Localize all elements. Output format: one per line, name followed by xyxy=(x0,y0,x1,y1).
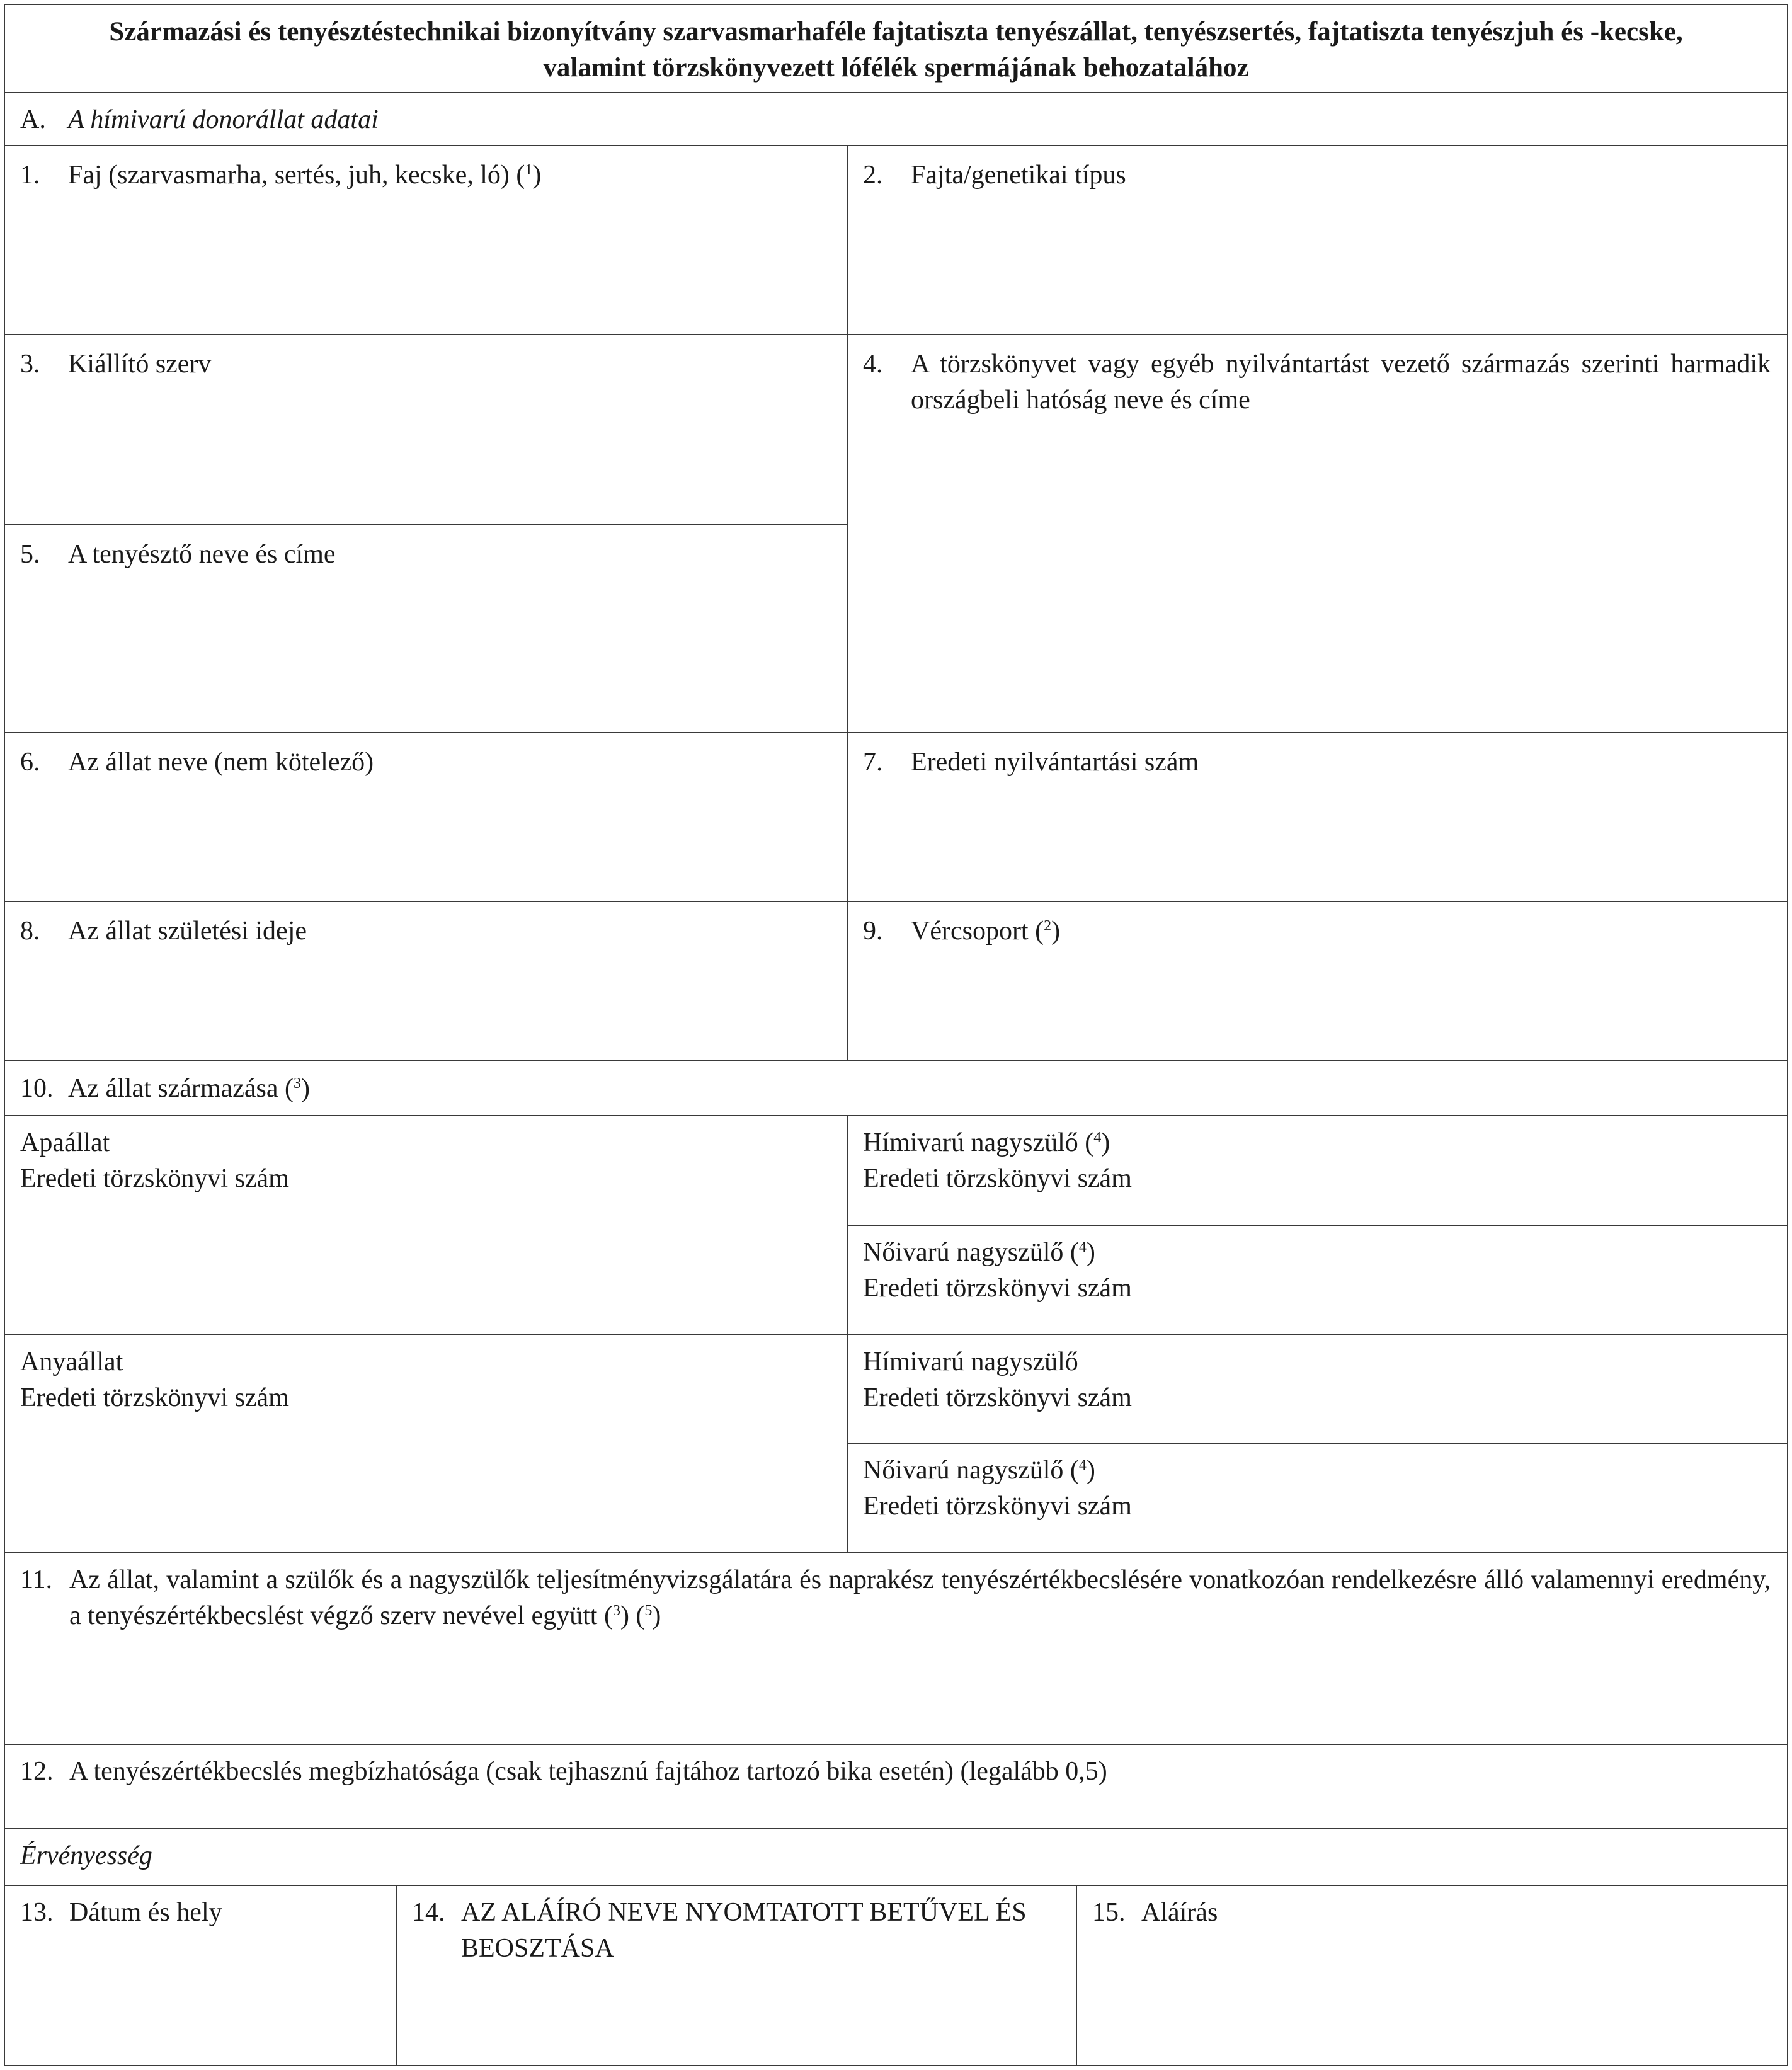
field-species-label: Faj (szarvasmarha, sertés, juh, kecske, ló) ($^1$) xyxy=(68,161,542,190)
pedigree-sire-sub: Eredeti törzskönyvi szám xyxy=(20,1164,289,1193)
pedigree-grandparent-2-label: Nőivarú nagyszülő ($^4$) xyxy=(863,1238,1095,1267)
field-animal-name[interactable] xyxy=(4,732,848,902)
field-performance-label: Az állat, valamint a szülők és a nagyszülők teljesítményvizsgálatára és naprakész tenyészértékbecslésére vonatkozóan rendelkezésre álló valamennyi eredmény, a tenyészértékbecslést végző szerv nevével együtt ($^3$) ($^5$) xyxy=(69,1565,1771,1630)
field-authority[interactable] xyxy=(847,334,1788,733)
field-issuing-body[interactable] xyxy=(4,334,848,525)
field-registration-number-number: 7. xyxy=(863,748,883,777)
field-birth-date[interactable] xyxy=(4,901,848,1061)
footnote-ref: 4 xyxy=(1078,1239,1087,1255)
pedigree-grandparent-4-label: Nőivarú nagyszülő ($^4$) xyxy=(863,1456,1095,1485)
field-signatory-name-number: 14. xyxy=(412,1898,445,1927)
pedigree-grandparent-2-sub: Eredeti törzskönyvi szám xyxy=(863,1274,1132,1303)
field-performance-number: 11. xyxy=(20,1565,52,1594)
footnote-ref: 4 xyxy=(1078,1457,1087,1473)
field-blood-group-label: Vércsoport ($^2$) xyxy=(911,917,1061,946)
footnote-ref: 2 xyxy=(1044,918,1052,934)
field-registration-number-label: Eredeti nyilvántartási szám xyxy=(911,748,1199,777)
footnote-ref: 3 xyxy=(293,1075,301,1092)
field-animal-name-number: 6. xyxy=(20,748,40,777)
footnote-ref: 5 xyxy=(644,1603,653,1619)
form-title xyxy=(4,4,1788,93)
validity-label: Érvényesség xyxy=(20,1841,152,1870)
field-issuing-body-number: 3. xyxy=(20,350,40,379)
field-date-place-label: Dátum és hely xyxy=(69,1898,222,1927)
field-species-number: 1. xyxy=(20,161,40,190)
field-pedigree-header xyxy=(4,1060,1788,1116)
footnote-ref: 4 xyxy=(1093,1129,1102,1146)
field-breeder-number: 5. xyxy=(20,540,40,569)
field-animal-name-label: Az állat neve (nem kötelező) xyxy=(68,748,374,777)
field-signatory-name[interactable] xyxy=(396,1885,1077,2066)
pedigree-grandparent-3-label: Hímivarú nagyszülő xyxy=(863,1347,1078,1376)
field-pedigree-label: Az állat származása ($^3$) xyxy=(68,1074,310,1103)
section-a-title: A hímivarú donorállat adatai xyxy=(68,105,379,134)
field-date-place[interactable] xyxy=(4,1885,397,2066)
field-breeder[interactable] xyxy=(4,524,848,733)
field-birth-date-number: 8. xyxy=(20,917,40,946)
field-species[interactable] xyxy=(4,145,848,335)
pedigree-sire[interactable] xyxy=(4,1115,848,1335)
footnote-ref: 3 xyxy=(612,1603,620,1619)
pedigree-dam-sub: Eredeti törzskönyvi szám xyxy=(20,1383,289,1412)
field-performance-results[interactable] xyxy=(4,1552,1788,1745)
field-signatory-name-label: AZ ALÁÍRÓ NEVE NYOMTATOTT BETŰVEL ÉS BEOSZTÁSA xyxy=(461,1898,1027,1963)
pedigree-grandparent-1[interactable] xyxy=(847,1115,1788,1226)
section-a-header xyxy=(4,92,1788,146)
field-birth-date-label: Az állat születési ideje xyxy=(68,917,307,946)
field-pedigree-number: 10. xyxy=(20,1074,54,1103)
field-reliability[interactable] xyxy=(4,1744,1788,1829)
title-line-2: valamint törzskönyvezett lófélék spermájának behozatalához xyxy=(543,53,1249,83)
field-breeder-label: A tenyésztő neve és címe xyxy=(68,540,336,569)
certificate-form xyxy=(4,4,1788,2066)
field-authority-label: A törzskönyvet vagy egyéb nyilvántartást vezető származás szerinti harmadik országbeli hatóság neve és címe xyxy=(911,350,1771,415)
pedigree-sire-label: Apaállat xyxy=(20,1128,110,1157)
section-a-number: A. xyxy=(20,105,46,134)
title-line-1: Származási és tenyésztéstechnikai bizonyítvány szarvasmarhaféle fajtatiszta tenyészállat, tenyészsertés, fajtatiszta tenyészjuh és -kecske, xyxy=(109,17,1683,47)
field-date-place-number: 13. xyxy=(20,1898,54,1927)
field-registration-number[interactable] xyxy=(847,732,1788,902)
pedigree-grandparent-2[interactable] xyxy=(847,1225,1788,1335)
pedigree-grandparent-4[interactable] xyxy=(847,1443,1788,1553)
pedigree-grandparent-3[interactable] xyxy=(847,1334,1788,1444)
field-signature[interactable] xyxy=(1076,1885,1788,2066)
pedigree-grandparent-4-sub: Eredeti törzskönyvi szám xyxy=(863,1492,1132,1521)
field-reliability-number: 12. xyxy=(20,1757,54,1786)
field-breed-number: 2. xyxy=(863,161,883,190)
field-signature-label: Aláírás xyxy=(1141,1898,1218,1927)
pedigree-dam-label: Anyaállat xyxy=(20,1347,123,1376)
validity-header xyxy=(4,1828,1788,1886)
field-breed[interactable] xyxy=(847,145,1788,335)
field-signature-number: 15. xyxy=(1092,1898,1126,1927)
pedigree-grandparent-1-sub: Eredeti törzskönyvi szám xyxy=(863,1164,1132,1193)
pedigree-grandparent-1-label: Hímivarú nagyszülő ($^4$) xyxy=(863,1128,1110,1157)
field-breed-label: Fajta/genetikai típus xyxy=(911,161,1126,190)
field-issuing-body-label: Kiállító szerv xyxy=(68,350,212,379)
pedigree-dam[interactable] xyxy=(4,1334,848,1553)
field-reliability-label: A tenyészértékbecslés megbízhatósága (csak tejhasznú fajtához tartozó bika esetén) (legalább 0,5) xyxy=(69,1757,1107,1786)
field-blood-group[interactable] xyxy=(847,901,1788,1061)
field-blood-group-number: 9. xyxy=(863,917,883,946)
pedigree-grandparent-3-sub: Eredeti törzskönyvi szám xyxy=(863,1383,1132,1412)
footnote-ref: 1 xyxy=(525,162,533,178)
field-authority-number: 4. xyxy=(863,350,883,379)
